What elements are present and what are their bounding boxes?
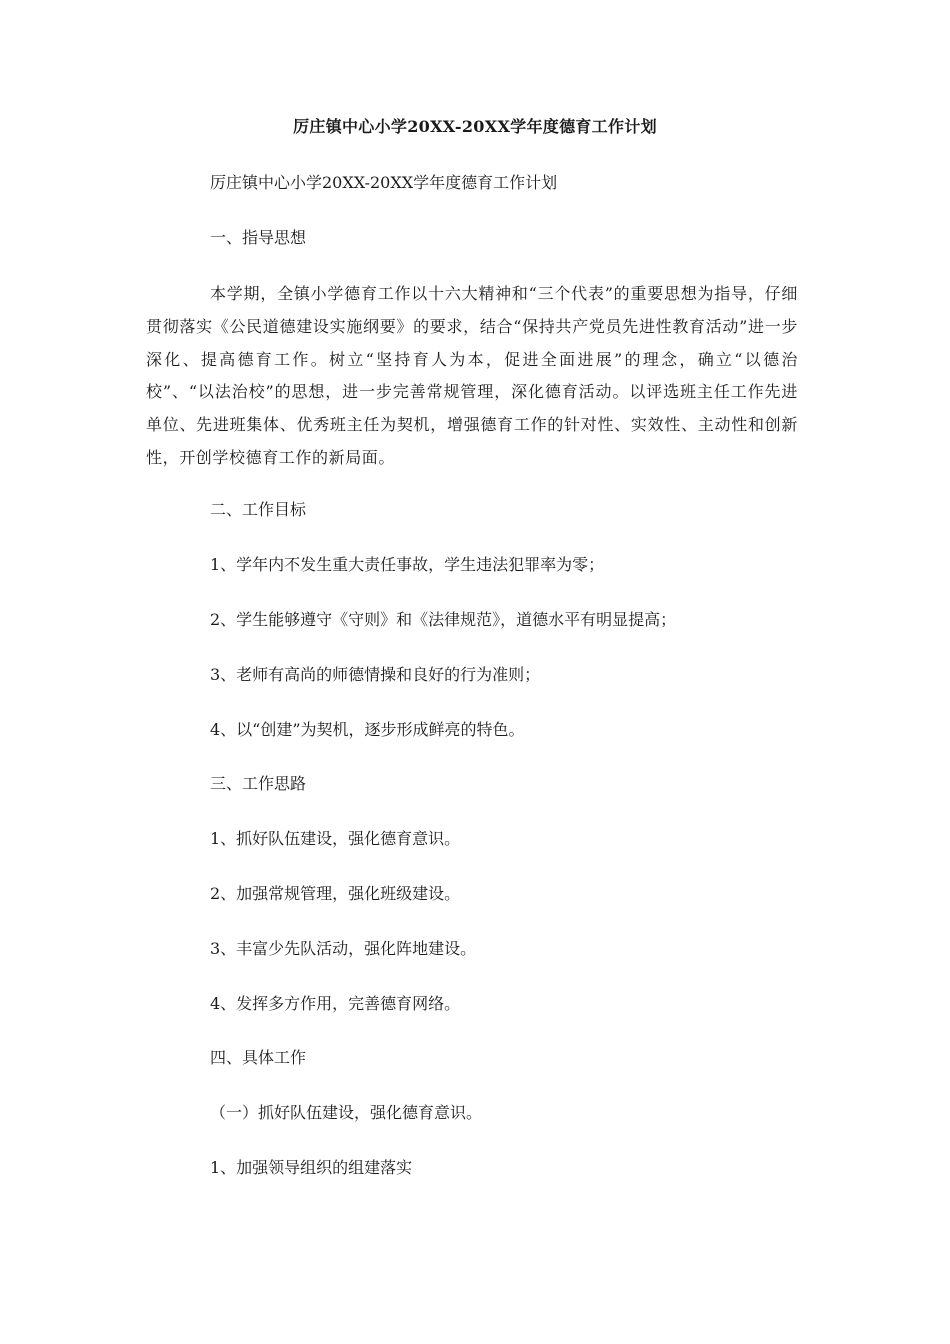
- work-approach-item: 1、抓好队伍建设，强化德育意识。: [210, 829, 461, 848]
- guiding-ideology-paragraph: 本学期，全镇小学德育工作以十六大精神和“三个代表”的重要思想为指导，仔细贯彻落实《公民道德建设实施纲要》的要求，结合“保持共产党员先进性教育活动”进一步深化、提高德育工作。树立“坚持育人为本，促进全面进展”的理念，确立“以德治校”、“以法治校”的思想，进一步完善常规管理，深化德育活动。以评选班主任工作先进单位、先进班集体、优秀班主任为契机，增强德育工作的针对性、实效性、主动性和创新性，开创学校德育工作的新局面。: [146, 284, 798, 467]
- work-goal-item: 2、学生能够遵守《守则》和《法律规范》，道德水平有明显提高；: [210, 610, 677, 629]
- section-heading-work-goals: 二、工作目标: [210, 500, 307, 519]
- work-goal-item: 4、以“创建”为契机，逐步形成鲜亮的特色。: [210, 720, 525, 739]
- work-approach-item: 2、加强常规管理，强化班级建设。: [210, 884, 461, 903]
- document-title: 厉庄镇中心小学20XX-20XX学年度德育工作计划: [293, 117, 657, 136]
- work-approach-item: 3、丰富少先队活动，强化阵地建设。: [210, 939, 477, 958]
- specific-work-subheading: （一）抓好队伍建设，强化德育意识。: [210, 1103, 483, 1122]
- work-goal-item: 3、老师有高尚的师德情操和良好的行为准则；: [210, 665, 541, 684]
- document-subtitle: 厉庄镇中心小学20XX-20XX学年度德育工作计划: [210, 173, 558, 192]
- work-goal-item: 1、学年内不发生重大责任事故，学生违法犯罪率为零；: [210, 555, 605, 574]
- section-heading-specific-work: 四、具体工作: [210, 1048, 307, 1067]
- specific-work-item: 1、加强领导组织的组建落实: [210, 1158, 413, 1177]
- section-heading-guiding-ideology: 一、指导思想: [210, 228, 307, 247]
- work-approach-item: 4、发挥多方作用，完善德育网络。: [210, 994, 461, 1013]
- section-heading-work-approach: 三、工作思路: [210, 774, 307, 793]
